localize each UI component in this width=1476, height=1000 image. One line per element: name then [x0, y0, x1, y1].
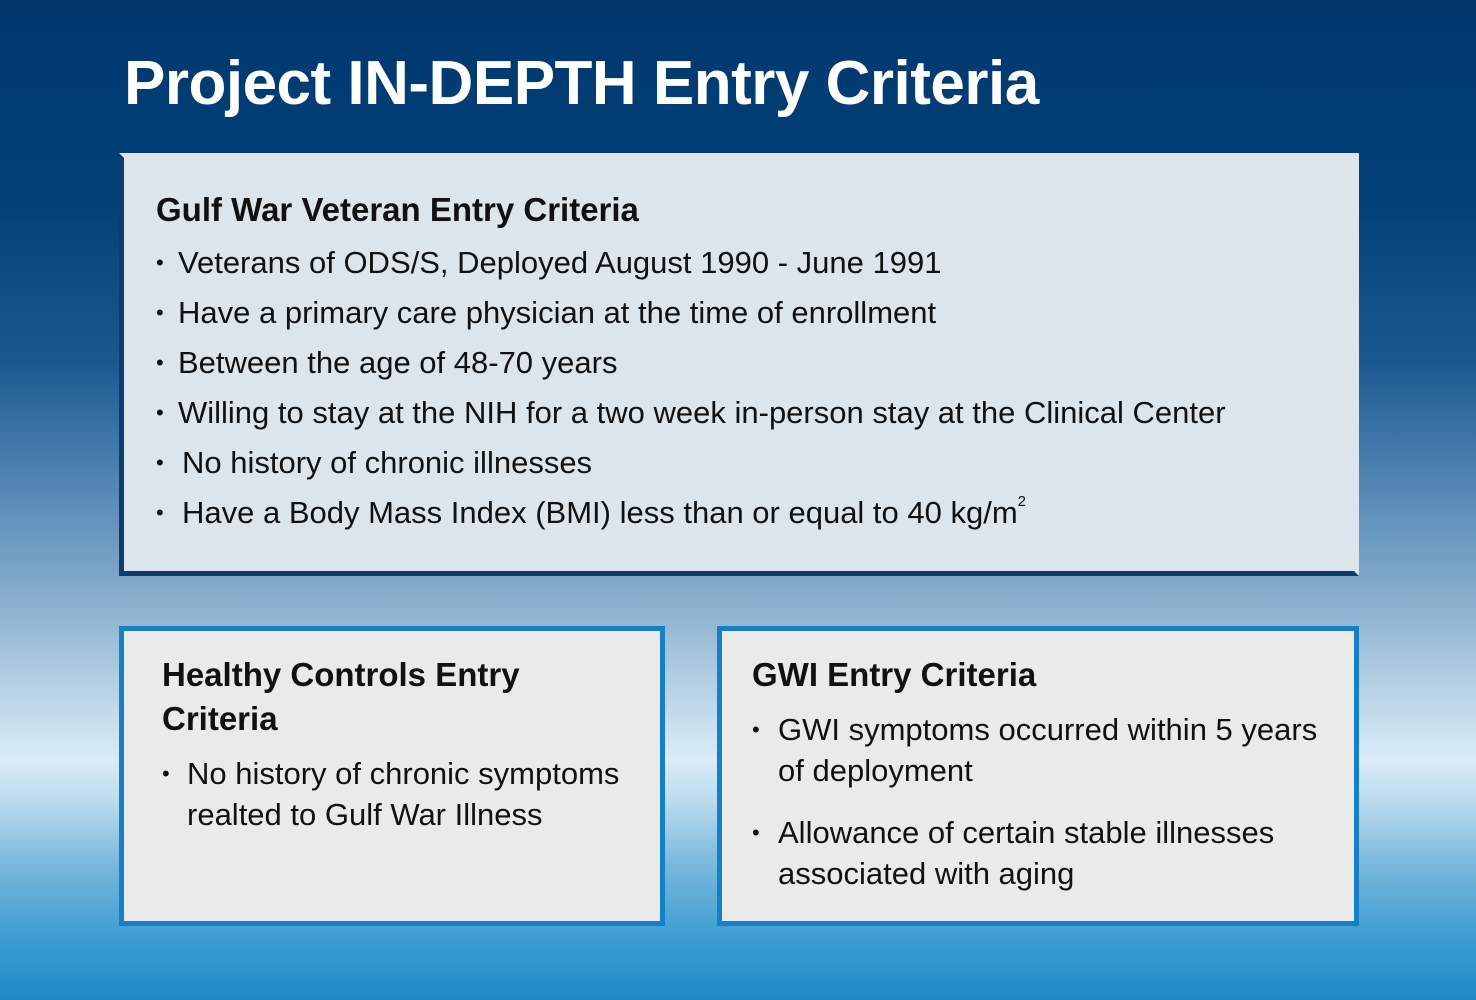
bullet-icon: • [162, 761, 170, 786]
gulf-war-veteran-criteria-panel [119, 153, 1359, 576]
healthy-controls-criteria-panel [119, 626, 665, 926]
bullet-icon: • [156, 500, 164, 525]
bullet-icon: • [752, 820, 760, 845]
criteria-list [752, 709, 1334, 894]
bullet-icon: • [156, 400, 164, 425]
bullet-icon: • [156, 300, 164, 325]
list-item [752, 709, 1334, 791]
list-item-text: Willing to stay at the NIH for a two week in-person stay at the Clinical Center [178, 395, 1226, 430]
panel-heading: Gulf War Veteran Entry Criteria [156, 191, 639, 228]
list-item-text: Veterans of ODS/S, Deployed August 1990 - June 1991 [178, 245, 942, 280]
list-item-text: No history of chronic illnesses [182, 445, 593, 480]
list-item-text [182, 488, 1354, 538]
list-item-text: Have a primary care physician at the time of enrollment [178, 295, 937, 330]
list-item [752, 812, 1334, 894]
list-item [156, 488, 1354, 538]
list-item [162, 753, 630, 835]
panel-heading: Healthy Controls Entry Criteria [162, 656, 520, 737]
list-item [156, 438, 1354, 488]
bmi-text: Have a Body Mass Index (BMI) less than or equal to 40 kg/m [182, 495, 1018, 530]
list-item [156, 288, 1354, 338]
criteria-list [156, 238, 1354, 538]
bmi-superscript: 2 [1017, 493, 1027, 510]
page-title: Project IN-DEPTH Entry Criteria [124, 49, 1039, 118]
list-item-text: No history of chronic symptoms realted to Gulf War Illness [187, 756, 620, 832]
bullet-icon: • [156, 250, 164, 275]
list-item-text: GWI symptoms occurred within 5 years of deployment [778, 712, 1318, 788]
bullet-icon: • [156, 450, 164, 475]
list-item [156, 238, 1354, 288]
panel-heading: GWI Entry Criteria [752, 656, 1037, 693]
gwi-criteria-panel [717, 626, 1359, 926]
criteria-list [162, 753, 630, 835]
list-item [156, 388, 1354, 438]
list-item-text: Between the age of 48-70 years [178, 345, 618, 380]
bullet-icon: • [752, 717, 760, 742]
bullet-icon: • [156, 350, 164, 375]
list-item-text: Allowance of certain stable illnesses associated with aging [778, 815, 1275, 891]
list-item [156, 338, 1354, 388]
